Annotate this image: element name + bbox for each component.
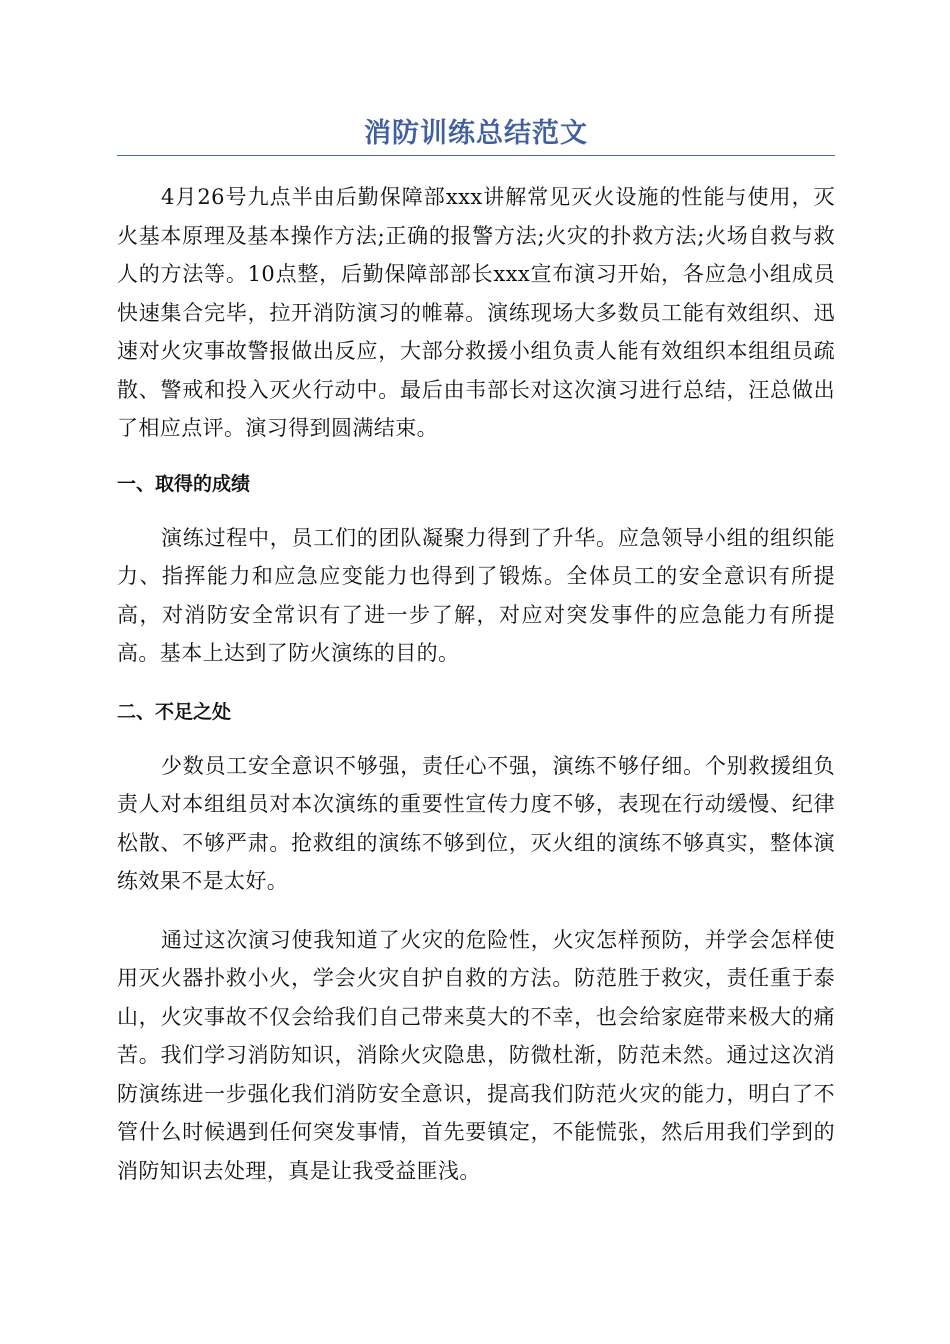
document-title: 消防训练总结范文 <box>364 118 588 149</box>
achievements-paragraph: 演练过程中，员工们的团队凝聚力得到了升华。应急领导小组的组织能力、指挥能力和应急应变能力也得到了锻炼。全体员工的安全意识有所提高，对消防安全常识有了进一步了解，对应对突发事件的应急能力有所提高。基本上达到了防火演练的目的。 <box>117 525 835 665</box>
shortcomings-paragraph: 少数员工安全意识不够强，责任心不强，演练不够仔细。个别救援组负责人对本组组员对本次演练的重要性宣传力度不够，表现在行动缓慢、纪律松散、不够严肃。抢救组的演练不够到位，灭火组的演练不够真实，整体演练效果不是太好。 <box>117 753 835 893</box>
section-heading-achievements: 一、取得的成绩 <box>117 472 251 495</box>
conclusion-paragraph: 通过这次演习使我知道了火灾的危险性，火灾怎样预防，并学会怎样使用灭火器扑救小火，学会火灾自护自救的方法。防范胜于救灾，责任重于泰山，火灾事故不仅会给我们自己带来莫大的不幸，也会给家庭带来极大的痛苦。我们学习消防知识，消除火灾隐患，防微杜渐，防范未然。通过这次消防演练进一步强化我们消防安全意识，提高我们防范火灾的能力，明白了不管什么时候遇到任何突发事情，首先要镇定，不能慌张，然后用我们学到的消防知识去处理，真是让我受益匪浅。 <box>117 927 835 1183</box>
title-underline <box>117 155 835 156</box>
intro-paragraph: 4月26号九点半由后勤保障部xxx讲解常见灭火设施的性能与使用，灭火基本原理及基本操作方法;正确的报警方法;火灾的扑救方法;火场自救与救人的方法等。10点整，后勤保障部部长xxx宣布演习开始，各应急小组成员快速集合完毕，拉开消防演习的帷幕。演练现场大多数员工能有效组织、迅速对火灾事故警报做出反应，大部分救援小组负责人能有效组织本组组员疏散、警戒和投入灭火行动中。最后由韦部长对这次演习进行总结，汪总做出了相应点评。演习得到圆满结束。 <box>117 185 835 440</box>
document-page <box>117 0 835 1190</box>
section-heading-shortcomings: 二、不足之处 <box>117 700 232 723</box>
